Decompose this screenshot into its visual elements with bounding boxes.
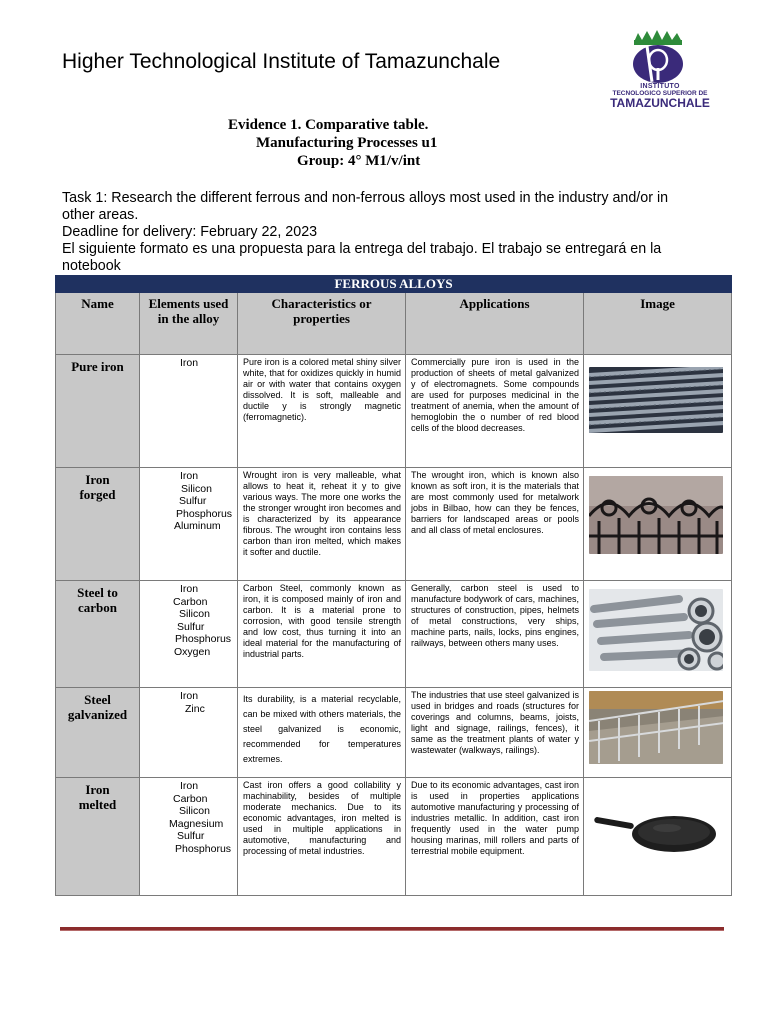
- table-row: [56, 468, 732, 581]
- alloy-applications: Generally, carbon steel is used to manufacture bodywork of cars, machines, structures of construction, pipes, helmets of metal constructions, very ships, machine parts, nails, locks, pins engines, railways, between others many uses.: [406, 581, 584, 688]
- alloy-name: Pure iron: [56, 355, 140, 468]
- header-elements: Elements used in the alloy: [140, 293, 238, 355]
- alloy-image-cell: [584, 355, 732, 468]
- element-item: Magnesium: [169, 817, 224, 830]
- element-item: Aluminum: [174, 520, 221, 532]
- alloy-name: Iron forged: [56, 468, 140, 581]
- element-item: Phosphorus: [176, 507, 233, 520]
- evidence-group: Group: 4° M1/v/int: [297, 153, 421, 169]
- element-item: Sulfur: [177, 620, 205, 633]
- element-item: Iron: [180, 690, 199, 702]
- footer-divider: [60, 927, 724, 931]
- table-row: [56, 688, 732, 778]
- alloy-applications: The industries that use steel galvanized is used in bridges and roads (structures for coverings and columns, beams, joists, light and signage, railings, fences), it same as the treatment plants of water y wastewater (walkways, railings).: [406, 688, 584, 778]
- alloy-characteristics: Carbon Steel, commonly known as iron, it is composed mainly of iron and carbon. It is a material prone to corrosion, with good tensile strength and low cost, thus turning it into an ideal material for the manufacturing of industrial parts.: [238, 581, 406, 688]
- element-item: Iron: [180, 780, 199, 792]
- alloy-image-cell: [584, 778, 732, 896]
- logo-line-2: TECNOLOGICO SUPERIOR DE: [612, 90, 708, 97]
- evidence-title: Evidence 1. Comparative table.: [228, 117, 429, 133]
- element-item: Carbon: [173, 792, 208, 805]
- table-row: [56, 581, 732, 688]
- intro-text: [62, 190, 702, 275]
- evidence-subject: Manufacturing Processes u1: [256, 135, 438, 151]
- element-item: Sulfur: [177, 830, 205, 842]
- alloy-image-cell: [584, 581, 732, 688]
- table-banner: FERROUS ALLOYS: [56, 276, 732, 293]
- institute-logo: [592, 28, 728, 112]
- header-image: Image: [584, 293, 732, 355]
- element-item: Phosphorus: [175, 842, 232, 855]
- steel-tubes-photo: [589, 589, 723, 671]
- logo-line-1: INSTITUTO: [640, 83, 680, 90]
- alloy-characteristics: Wrought iron is very malleable, what allows to heat it, reheat it y to give various ways. The more one works the the stronger wrought iron becomes and is characterized by its appearance fibrous. The wrought iron contains less carbon than iron melted, which makes it softer and ductile.: [238, 468, 406, 581]
- table-row: [56, 355, 732, 468]
- galvanized-railing-photo: [589, 691, 723, 764]
- alloy-image-cell: [584, 688, 732, 778]
- table-row: [56, 778, 732, 896]
- logo-line-3: TAMAZUNCHALE: [610, 96, 710, 110]
- element-item: Phosphorus: [175, 633, 232, 645]
- element-item: Iron: [180, 357, 199, 369]
- deadline-text: Deadline for delivery: February 22, 2023: [62, 224, 318, 240]
- element-item: Iron: [180, 583, 199, 595]
- alloy-elements: [140, 355, 238, 468]
- alloy-applications: Due to its economic advantages, cast iron is used in properties applications automotive manufacturing y processing of industries metallic. In addition, cast iron frequently used in the water pump housing marinas, mill rollers and parts of terrestrial mobile equipment.: [406, 778, 584, 896]
- alloy-image-cell: [584, 468, 732, 581]
- alloy-name: Steel to carbon: [56, 581, 140, 688]
- header-name: Name: [56, 293, 140, 355]
- alloy-elements: [140, 468, 238, 581]
- alloy-elements: [140, 778, 238, 896]
- alloy-characteristics: Its durability, is a material recyclable, can be mixed with others materials, the steel galvanized is economic, recommended for temperatures extremes.: [238, 688, 406, 778]
- cast-iron-skillet-photo: [589, 808, 723, 858]
- element-item: Silicon: [181, 482, 212, 495]
- element-item: Silicon: [179, 805, 210, 817]
- note-text: El siguiente formato es una propuesta para la entrega del trabajo. El trabajo se entregará en la notebook: [62, 241, 662, 274]
- alloy-characteristics: Cast iron offers a good collability y machinability, besides of multiple moderate mechanics. Due to its economic advantages, iron melted is used in multiple applications in automotive, manufacturing and processing of metal industries.: [238, 778, 406, 896]
- header-applications: Applications: [406, 293, 584, 355]
- alloy-name: Iron melted: [56, 778, 140, 896]
- alloy-elements: [140, 581, 238, 688]
- wrought-iron-gate-photo: [589, 476, 723, 554]
- steel-rebar-photo: [589, 367, 723, 433]
- header-characteristics: Characteristics or properties: [238, 293, 406, 355]
- alloy-elements: [140, 688, 238, 778]
- element-item: Zinc: [185, 702, 205, 715]
- element-item: Oxygen: [174, 645, 211, 658]
- alloy-name: Steel galvanized: [56, 688, 140, 778]
- alloy-applications: The wrought iron, which is known also known as soft iron, it is the materials that are most commonly used for metalwork jobs in Bilbao, how can they be fences, barriers for landscaped areas or pools and all class of metal enclosures.: [406, 468, 584, 581]
- alloy-applications: Commercially pure iron is used in the production of sheets of metal galvanized y of electromagnets. Some compounds are used for purposes medicinal in the treatment of anemia, when the amount of hemoglobin the o number of red blood cells of the blood decreases.: [406, 355, 584, 468]
- element-item: Iron: [180, 470, 199, 482]
- element-item: Silicon: [179, 608, 210, 620]
- task-text: Task 1: Research the different ferrous and non-ferrous alloys most used in the industry and/or in other areas.: [62, 190, 669, 223]
- institution-title: Higher Technological Institute of Tamazunchale: [62, 50, 501, 73]
- element-item: Sulfur: [179, 495, 207, 507]
- alloy-characteristics: Pure iron is a colored metal shiny silver white, that for oxidizes quickly in humid air or with water that contains oxygen dissolved. It is soft, malleable and ductile y is strongly magnetic (ferromagnetic).: [238, 355, 406, 468]
- ferrous-alloys-table: [55, 275, 732, 896]
- element-item: Carbon: [173, 595, 208, 608]
